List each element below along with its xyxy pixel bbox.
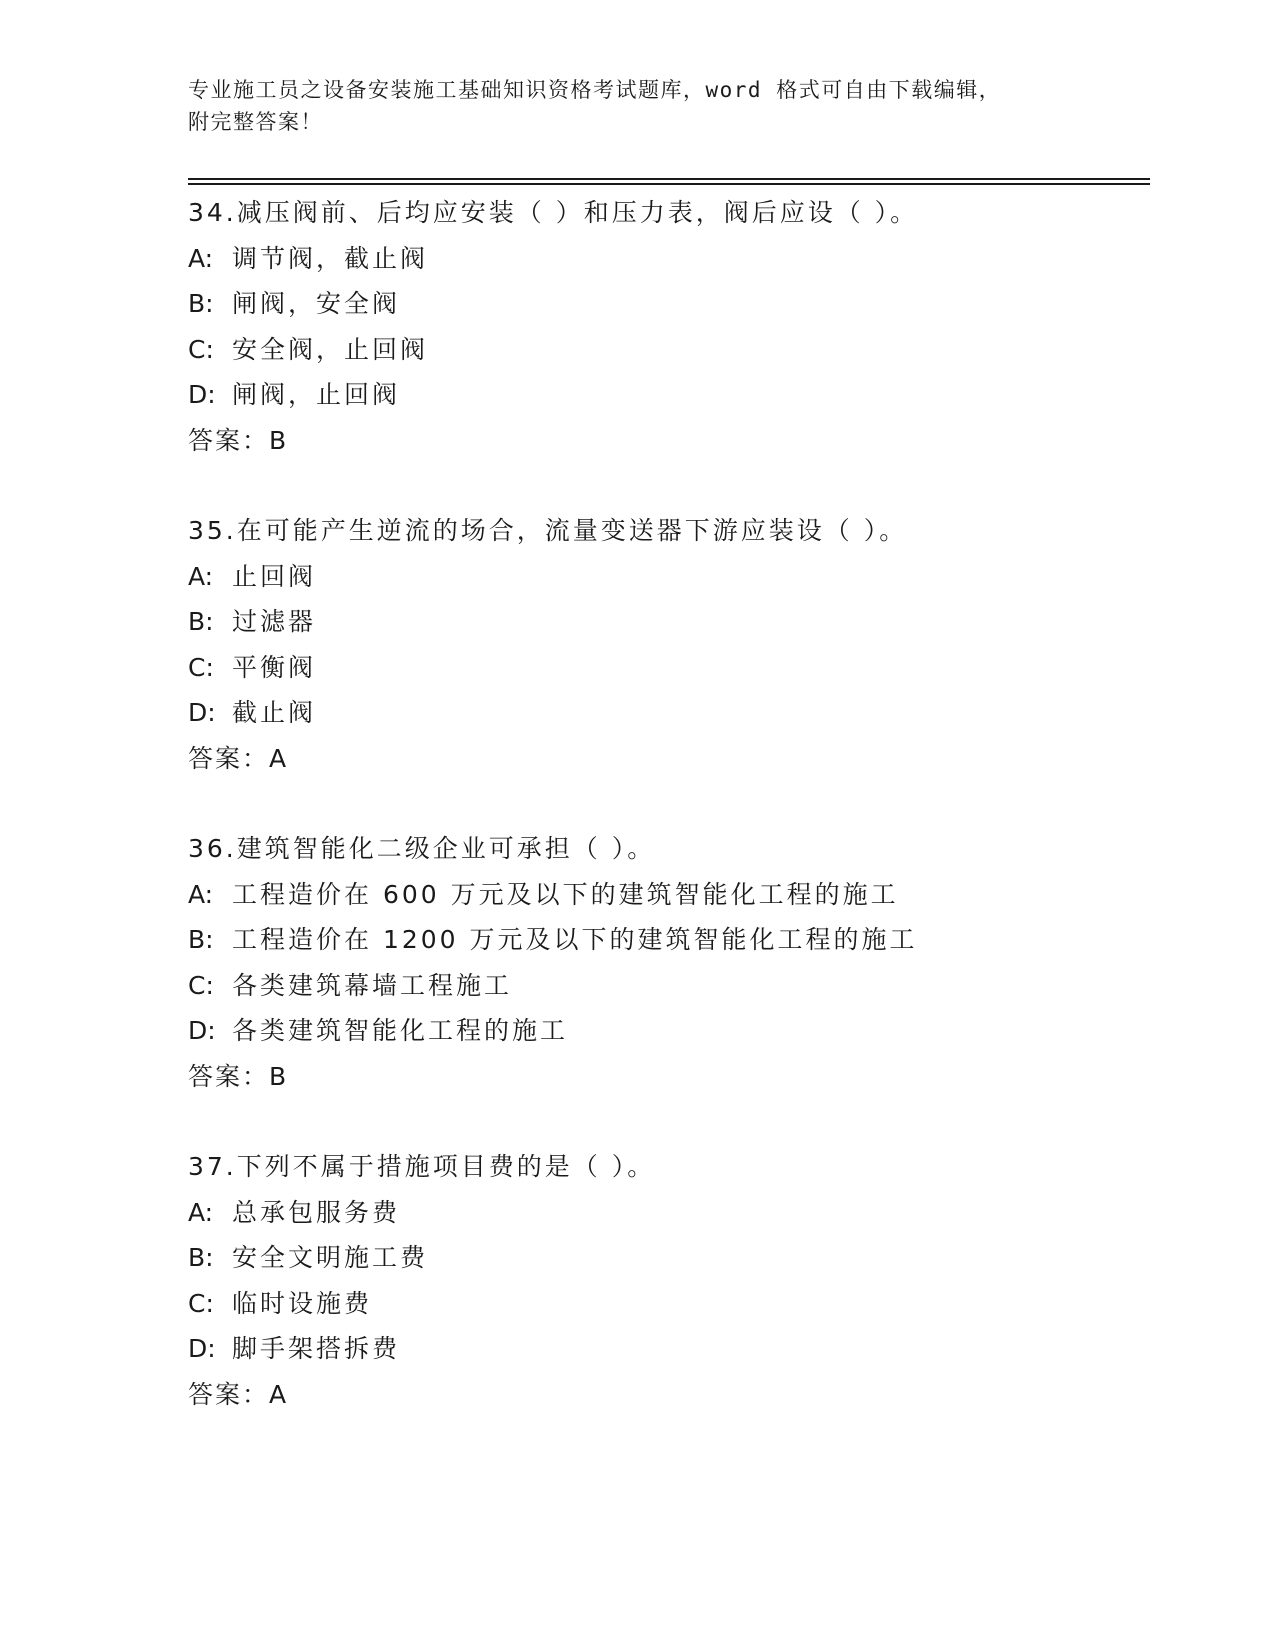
option-text: 临时设施费 [232,1288,373,1318]
option-letter: B: [188,925,214,954]
question-text: 建筑智能化二级企业可承担（ ）。 [236,834,656,863]
option-c [188,645,1148,691]
question-37 [188,1144,1148,1462]
option-letter: D: [188,1334,216,1363]
question-text: 下列不属于措施项目费的是（ ）。 [236,1152,656,1181]
header-divider-bottom [188,183,1150,185]
option-a [188,872,1148,918]
answer-value: B [269,425,287,455]
option-text: 各类建筑幕墙工程施工 [232,970,513,1000]
answer-label: 答案： [188,743,270,773]
option-letter: C: [188,970,214,1000]
answer-line [188,1054,1148,1100]
document-header [188,74,1068,138]
option-letter: B: [188,607,214,636]
option-b [188,281,1148,327]
option-text: 脚手架搭拆费 [232,1334,401,1363]
question-stem [188,508,1148,554]
option-letter: C: [188,652,214,682]
answer-label: 答案： [188,1379,270,1409]
question-number: 36. [188,834,237,863]
option-c [188,327,1148,373]
option-text: 止回阀 [232,561,317,591]
option-text: 安全文明施工费 [232,1243,429,1272]
question-list [188,190,1148,1462]
option-a [188,1190,1148,1236]
answer-value: A [269,743,287,773]
question-stem [188,826,1148,872]
option-d [188,372,1148,418]
option-b [188,917,1148,963]
question-stem [188,1144,1148,1190]
question-stem [188,190,1148,236]
option-letter: A: [188,561,214,591]
option-b [188,1235,1148,1281]
option-text: 调节阀，截止阀 [232,243,429,273]
option-letter: D: [188,698,216,727]
option-letter: C: [188,334,214,364]
option-d [188,690,1148,736]
option-letter: D: [188,380,216,409]
option-letter: D: [188,1016,216,1045]
header-title-line-1: 专业施工员之设备安装施工基础知识资格考试题库，word 格式可自由下载编辑， [188,78,1002,102]
option-b [188,599,1148,645]
option-letter: A: [188,879,214,909]
option-d [188,1326,1148,1372]
option-a [188,554,1148,600]
question-text: 减压阀前、后均应安装（ ）和压力表，阀后应设（ ）。 [236,198,919,227]
option-text: 平衡阀 [232,652,317,682]
option-text: 安全阀，止回阀 [232,334,429,364]
answer-value: B [269,1061,287,1091]
answer-value: A [269,1379,287,1409]
option-text: 各类建筑智能化工程的施工 [232,1016,569,1045]
question-35 [188,508,1148,826]
question-text: 在可能产生逆流的场合，流量变送器下游应装设（ ）。 [236,516,908,545]
answer-line [188,736,1148,782]
option-text: 闸阀，止回阀 [232,380,401,409]
option-text: 截止阀 [232,698,317,727]
question-number: 34. [188,198,237,227]
option-text: 工程造价在 1200 万元及以下的建筑智能化工程的施工 [232,925,918,954]
option-c [188,963,1148,1009]
option-letter: C: [188,1288,214,1318]
answer-label: 答案： [188,425,270,455]
question-36 [188,826,1148,1144]
header-title-line-2: 附完整答案！ [188,110,323,134]
option-letter: A: [188,243,214,273]
option-c [188,1281,1148,1327]
answer-line [188,418,1148,464]
option-letter: A: [188,1197,214,1227]
option-text: 工程造价在 600 万元及以下的建筑智能化工程的施工 [232,879,899,909]
question-number: 35. [188,516,237,545]
header-divider-top [188,178,1150,180]
option-letter: B: [188,289,214,318]
option-text: 总承包服务费 [232,1197,401,1227]
answer-label: 答案： [188,1061,270,1091]
answer-line [188,1372,1148,1418]
option-d [188,1008,1148,1054]
option-text: 过滤器 [232,607,317,636]
question-34 [188,190,1148,508]
option-letter: B: [188,1243,214,1272]
question-number: 37. [188,1152,237,1181]
option-text: 闸阀，安全阀 [232,289,401,318]
option-a [188,236,1148,282]
